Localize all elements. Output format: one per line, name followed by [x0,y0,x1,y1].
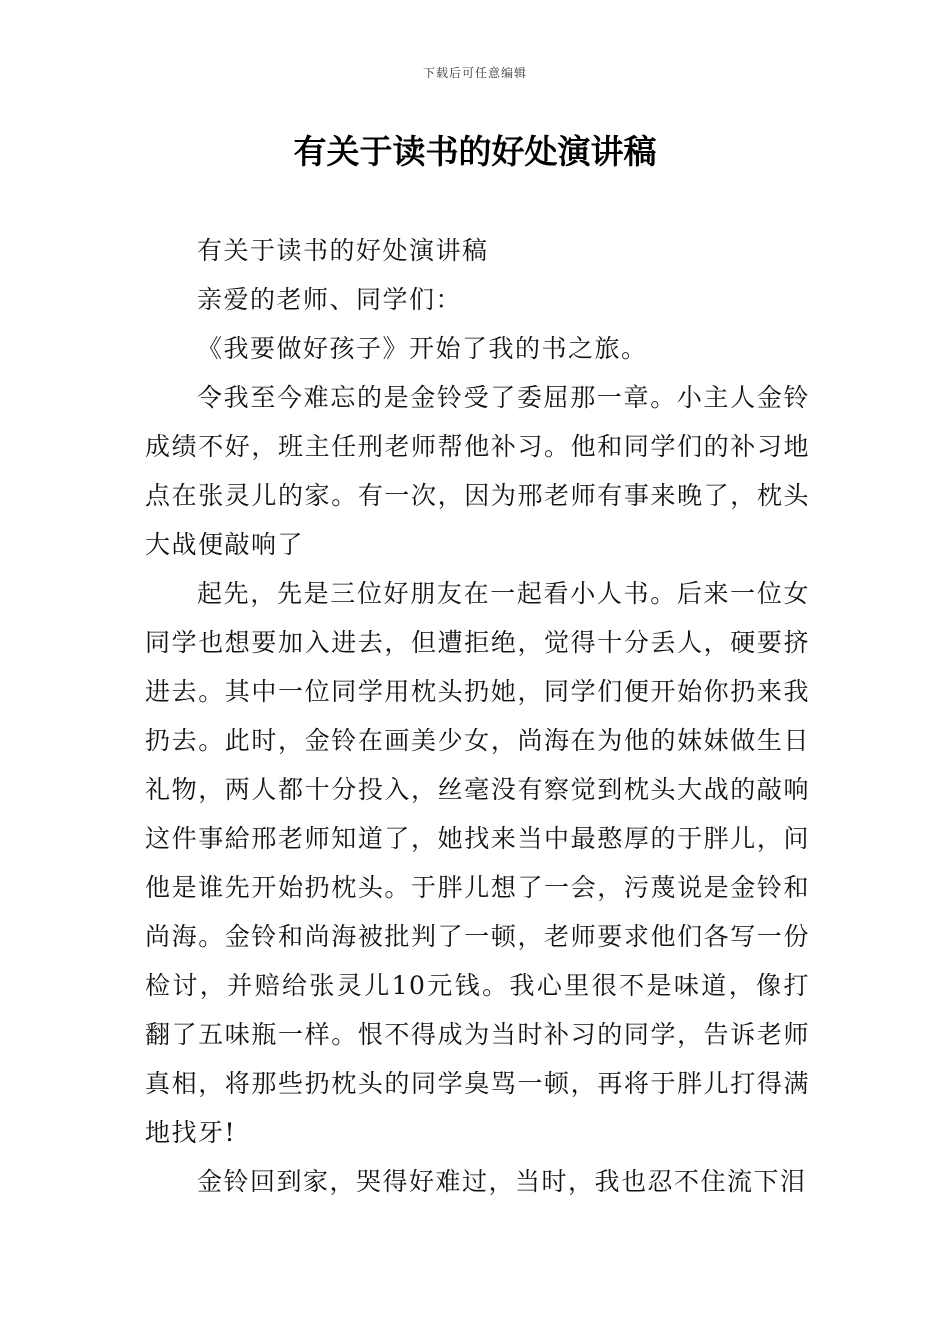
paragraph-greeting: 亲爱的老师、同学们： [197,285,463,314]
paragraph: 《我要做好孩子》开始了我的书之旅。 [197,334,648,363]
paragraph-subtitle: 有关于读书的好处演讲稿 [197,236,489,265]
paragraph: 令我至今难忘的是金铃受了委屈那一章。小主人金铃成绩不好，班主任刑老师帮他补习。他和同学们的补习地点在张灵儿的家。有一次，因为邢老师有事来晚了，枕头大战便敲响了 [145,383,810,559]
paragraph: 金铃回到家，哭得好难过，当时，我也忍不住流下泪 [197,1167,807,1196]
document-title: 有关于读书的好处演讲稿 [293,132,657,171]
document-body [145,226,810,1206]
header-note: 下载后可任意编辑 [422,66,527,80]
paragraph: 起先，先是三位好朋友在一起看小人书。后来一位女同学也想要加入进去，但遭拒绝，觉得十分丢人，硬要挤进去。其中一位同学用枕头扔她，同学们便开始你扔来我扔去。此时，金铃在画美少女，尚海在为他的妹妹做生日礼物，两人都十分投入，丝毫没有察觉到枕头大战的敲响这件事給邢老师知道了，她找来当中最憨厚的于胖儿，问他是谁先开始扔枕头。于胖儿想了一会，污蔑说是金铃和尚海。金铃和尚海被批判了一顿，老师要求他们各写一份检讨，并赔给张灵儿10元钱。我心里很不是味道，像打翻了五味瓶一样。恨不得成为当时补习的同学，告诉老师真相，将那些扔枕头的同学臭骂一顿，再将于胖儿打得满地找牙! [145,579,810,1147]
